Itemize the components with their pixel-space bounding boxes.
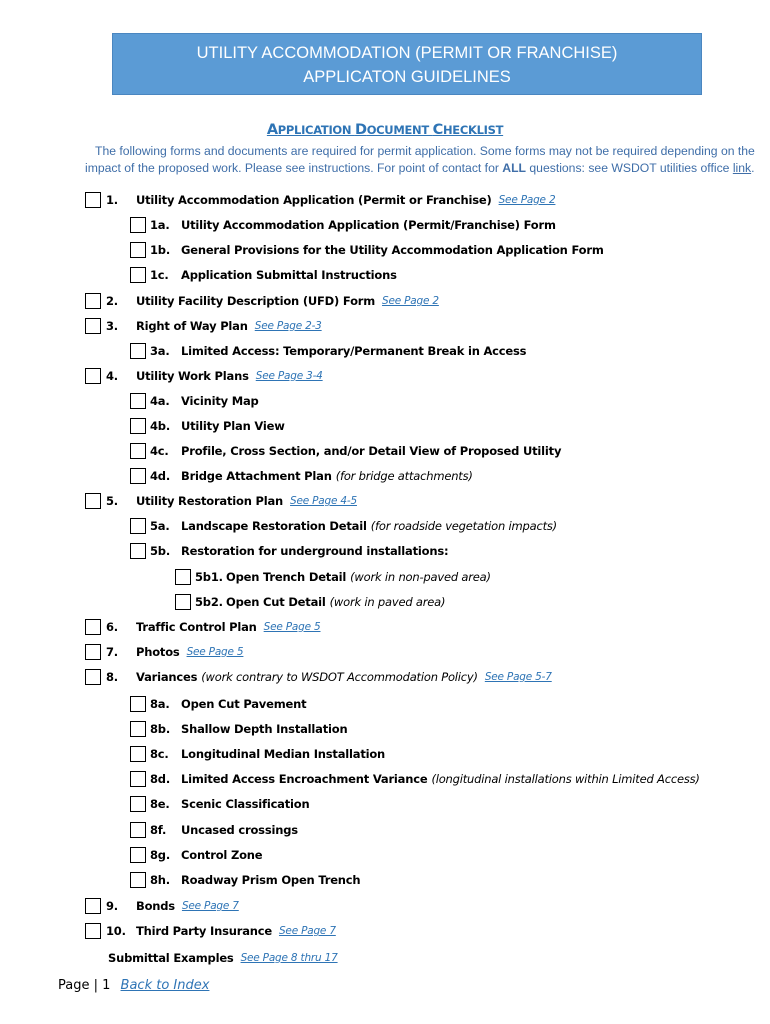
item-label: Variances [136,670,198,684]
checklist-item [130,516,557,536]
item-number: 2. [106,294,118,308]
checklist-item [85,617,321,637]
see-page-link[interactable]: See Page 5-7 [484,671,552,683]
item-label: Bridge Attachment Plan [181,469,332,483]
checkbox[interactable] [130,847,146,863]
checklist-item [130,820,298,840]
checkbox[interactable] [85,293,101,309]
item-number: 8f. [150,823,167,837]
checklist-title: APPLICATION DOCUMENT CHECKLIST [266,122,504,138]
checklist-item [85,921,336,941]
checklist-item [130,541,448,561]
item-note: (for roadside vegetation impacts) [370,519,557,533]
checkbox[interactable] [130,696,146,712]
checkbox[interactable] [130,721,146,737]
item-label: Utility Restoration Plan [136,494,284,508]
checkbox[interactable] [85,619,101,635]
checkbox[interactable] [85,923,101,939]
submittal-examples-link[interactable]: See Page 8 thru 17 [240,952,338,964]
checklist-item [85,896,239,916]
item-number: 7. [106,645,118,659]
item-note: (work in paved area) [329,595,446,609]
item-number: 8g. [150,848,171,862]
item-label: Utility Facility Description (UFD) Form [136,294,376,308]
item-label: Utility Plan View [181,419,285,433]
checklist-item [130,265,397,285]
checklist-item [130,769,700,789]
item-number: 5a. [150,519,170,533]
item-label: Utility Accommodation Application (Permit or Franchise) [136,193,492,207]
item-number: 5b. [150,544,171,558]
checkbox[interactable] [85,368,101,384]
checkbox[interactable] [130,343,146,359]
checkbox[interactable] [130,771,146,787]
item-number: 8b. [150,722,171,736]
back-to-index-link[interactable]: Back to Index [120,978,210,993]
item-label: Application Submittal Instructions [181,268,397,282]
page-number: Page | 1 [58,978,111,993]
checkbox[interactable] [130,746,146,762]
item-label: Third Party Insurance [136,924,272,938]
see-page-link[interactable]: See Page 2 [382,295,439,307]
item-number: 1c. [150,268,169,282]
checklist-item [130,391,259,411]
item-number: 4a. [150,394,170,408]
item-label: Control Zone [181,848,263,862]
item-label: Landscape Restoration Detail [181,519,367,533]
checkbox[interactable] [130,872,146,888]
item-label: Traffic Control Plan [136,620,257,634]
item-label: Right of Way Plan [136,319,248,333]
checklist-item [130,441,561,461]
checklist-item [130,341,526,361]
item-note: (work in non-paved area) [350,570,491,584]
see-page-link[interactable]: See Page 5 [186,646,244,658]
item-label: Utility Accommodation Application (Permit/Franchise) Form [181,218,556,232]
see-page-link[interactable]: See Page 2-3 [254,320,322,332]
checkbox[interactable] [130,443,146,459]
see-page-link[interactable]: See Page 4-5 [290,495,357,507]
checklist-item [85,366,323,386]
checklist-item [130,870,360,890]
checkbox[interactable] [130,267,146,283]
see-page-link[interactable]: See Page 2 [498,194,556,206]
item-number: 9. [106,899,118,913]
item-number: 4d. [150,469,171,483]
item-number: 4. [106,369,118,383]
item-number: 8d. [150,772,171,786]
see-page-link[interactable]: See Page 7 [278,925,336,937]
submittal-examples-label: Submittal Examples [108,951,234,965]
item-number: 4b. [150,419,171,433]
see-page-link[interactable]: See Page 3-4 [255,370,323,382]
banner-line1: UTILITY ACCOMMODATION (PERMIT OR FRANCHISE) [196,44,618,62]
item-label: Open Trench Detail [226,570,347,584]
checklist-item [130,466,473,486]
item-label: Restoration for underground installations: [181,544,449,558]
checkbox[interactable] [130,217,146,233]
item-label: Bonds [136,899,175,913]
checklist-item [85,316,322,336]
checkbox[interactable] [130,822,146,838]
checkbox[interactable] [85,318,101,334]
item-number: 1a. [150,218,170,232]
checkbox[interactable] [130,796,146,812]
checkbox[interactable] [85,192,101,208]
checklist-item [130,845,262,865]
title-banner [112,33,702,95]
item-number: 8a. [150,697,170,711]
page-footer [58,978,209,993]
item-label: Scenic Classification [181,797,310,811]
see-page-link[interactable]: See Page 7 [181,900,239,912]
item-label: General Provisions for the Utility Accommodation Application Form [181,243,604,257]
item-label: Longitudinal Median Installation [181,747,386,761]
item-label: Limited Access Encroachment Variance [181,772,428,786]
checkbox[interactable] [175,569,191,585]
checkbox[interactable] [85,493,101,509]
checklist-item [130,416,285,436]
checklist-item [85,642,243,662]
item-number: 4c. [150,444,169,458]
item-label: Profile, Cross Section, and/or Detail View of Proposed Utility [181,444,562,458]
checkbox[interactable] [85,644,101,660]
checkbox[interactable] [130,393,146,409]
item-label: Limited Access: Temporary/Permanent Break in Access [181,344,527,358]
checklist-item [85,291,439,311]
item-number: 10. [106,924,126,938]
item-label: Photos [136,645,180,659]
checkbox[interactable] [130,468,146,484]
item-label: Utility Work Plans [136,369,249,383]
checklist-item [130,215,556,235]
checkbox[interactable] [130,242,146,258]
item-number: 3a. [150,344,170,358]
item-number: 1b. [150,243,171,257]
item-label: Roadway Prism Open Trench [181,873,361,887]
item-label: Shallow Depth Installation [181,722,348,736]
checklist-item [85,190,555,210]
checklist-item [85,667,552,687]
checkbox[interactable] [85,898,101,914]
item-note: (work contrary to WSDOT Accommodation Policy) [201,670,478,684]
item-label: Open Cut Detail [226,595,326,609]
item-number: 8. [106,670,118,684]
submittal-examples-row [108,948,338,968]
checklist-item [130,719,347,739]
item-number: 1. [106,193,118,207]
checkbox[interactable] [130,518,146,534]
checklist-item [130,794,309,814]
checkbox[interactable] [130,418,146,434]
intro-line2: impact of the proposed work. Please see instructions. For point of contact for ALL questions: see WSDOT utilities office link. [85,161,755,175]
see-page-link[interactable]: See Page 5 [263,621,321,633]
item-number: 5b2. [195,595,223,609]
item-number: 5. [106,494,118,508]
checklist-item [175,567,491,587]
item-number: 8e. [150,797,170,811]
checkbox[interactable] [175,594,191,610]
item-label: Open Cut Pavement [181,697,307,711]
item-note: (longitudinal installations within Limited Access) [431,772,700,786]
checklist-item [85,491,357,511]
item-number: 8h. [150,873,170,887]
checkbox[interactable] [85,669,101,685]
item-number: 8c. [150,747,169,761]
item-number: 3. [106,319,118,333]
banner-line2: APPLICATON GUIDELINES [303,68,511,86]
checklist-item [130,744,385,764]
checklist-item [130,240,604,260]
item-number: 6. [106,620,118,634]
checkbox[interactable] [130,543,146,559]
checklist-item [175,592,445,612]
intro-text [85,143,755,177]
item-label: Vicinity Map [181,394,259,408]
intro-line1: The following forms and documents are required for permit application. Some forms may not be required depending on the [95,144,755,158]
item-note: (for bridge attachments) [335,469,473,483]
checklist-item [130,694,306,714]
item-label: Uncased crossings [181,823,298,837]
item-number: 5b1. [195,570,223,584]
utilities-office-link[interactable]: link [732,161,752,175]
